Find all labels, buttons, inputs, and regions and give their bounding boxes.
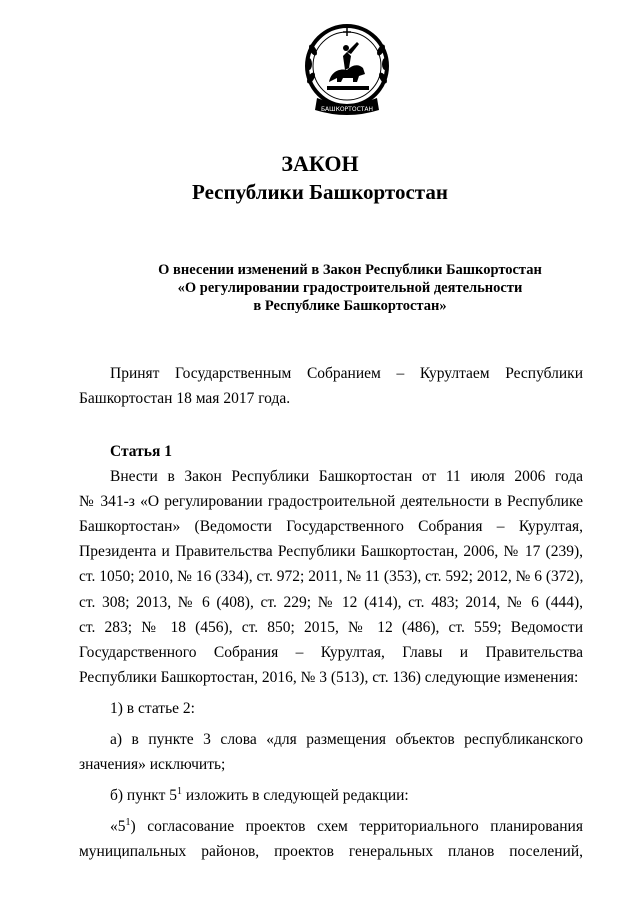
article-heading: Статья 1 xyxy=(110,443,172,460)
law-subtitle: Республики Башкортостан xyxy=(192,180,448,204)
item-b-text: б) пункт 5 xyxy=(110,787,177,804)
item-b xyxy=(110,786,583,806)
article-body-line: ст. 308; 2013, № 6 (408), ст. 229; № 12 (414), ст. 483; 2014, № 6 (444), xyxy=(79,594,583,611)
article-body-line: Государственного Собрания – Курултая, Главы и Правительства xyxy=(79,644,583,661)
item-a-line-2: значения» исключить; xyxy=(79,756,226,773)
adopted-line-1: Принят Государственным Собранием – Курултаем Республики xyxy=(110,365,583,382)
item-a-line-1: а) в пункте 3 слова «для размещения объектов республиканского xyxy=(110,731,583,748)
law-title: ЗАКОН xyxy=(281,151,359,176)
article-body-line: Республики Башкортостан, 2016, № 3 (513), ст. 136) следующие изменения: xyxy=(79,669,579,686)
item-b-sup: 1 xyxy=(177,786,182,797)
article-body-line: ст. 283; № 18 (456), ст. 850; 2015, № 12 (486), ст. 559; Ведомости xyxy=(79,619,583,636)
coat-of-arms-icon xyxy=(299,20,395,126)
item-1: 1) в статье 2: xyxy=(110,700,195,717)
subject-line-2: «О регулировании градостроительной деятельности xyxy=(177,280,523,296)
article-body-line: Президента и Правительства Республики Башкортостан, 2006, № 17 (239), xyxy=(79,543,583,560)
quote-open: «5 xyxy=(110,818,126,835)
item-b-text-2: изложить в следующей редакции: xyxy=(182,787,409,804)
emblem-caption: БАШКОРТОСТАН xyxy=(320,106,374,113)
quote-line-2: муниципальных районов, проектов генеральных планов поселений, xyxy=(79,843,583,860)
adopted-line-2: Башкортостан 18 мая 2017 года. xyxy=(79,390,291,407)
subject-line-1: О внесении изменений в Закон Республики Башкортостан xyxy=(158,262,542,278)
subject-line-3: в Республике Башкортостан» xyxy=(253,298,447,314)
article-body-line: Башкортостан» (Ведомости Государственного Собрания – Курултая, xyxy=(79,518,583,535)
article-body-line: № 341-з «О регулировании градостроительной деятельности в Республике xyxy=(79,493,583,510)
quote-line-1 xyxy=(110,817,583,837)
quote-sup: 1 xyxy=(125,817,131,828)
quote-text: ) согласование проектов схем территориального планирования xyxy=(130,818,583,835)
article-body-line: Внести в Закон Республики Башкортостан от 11 июля 2006 года xyxy=(110,468,583,485)
article-body-line: ст. 1050; 2010, № 16 (334), ст. 972; 2011, № 11 (353), ст. 592; 2012, № 6 (372), xyxy=(79,568,584,585)
